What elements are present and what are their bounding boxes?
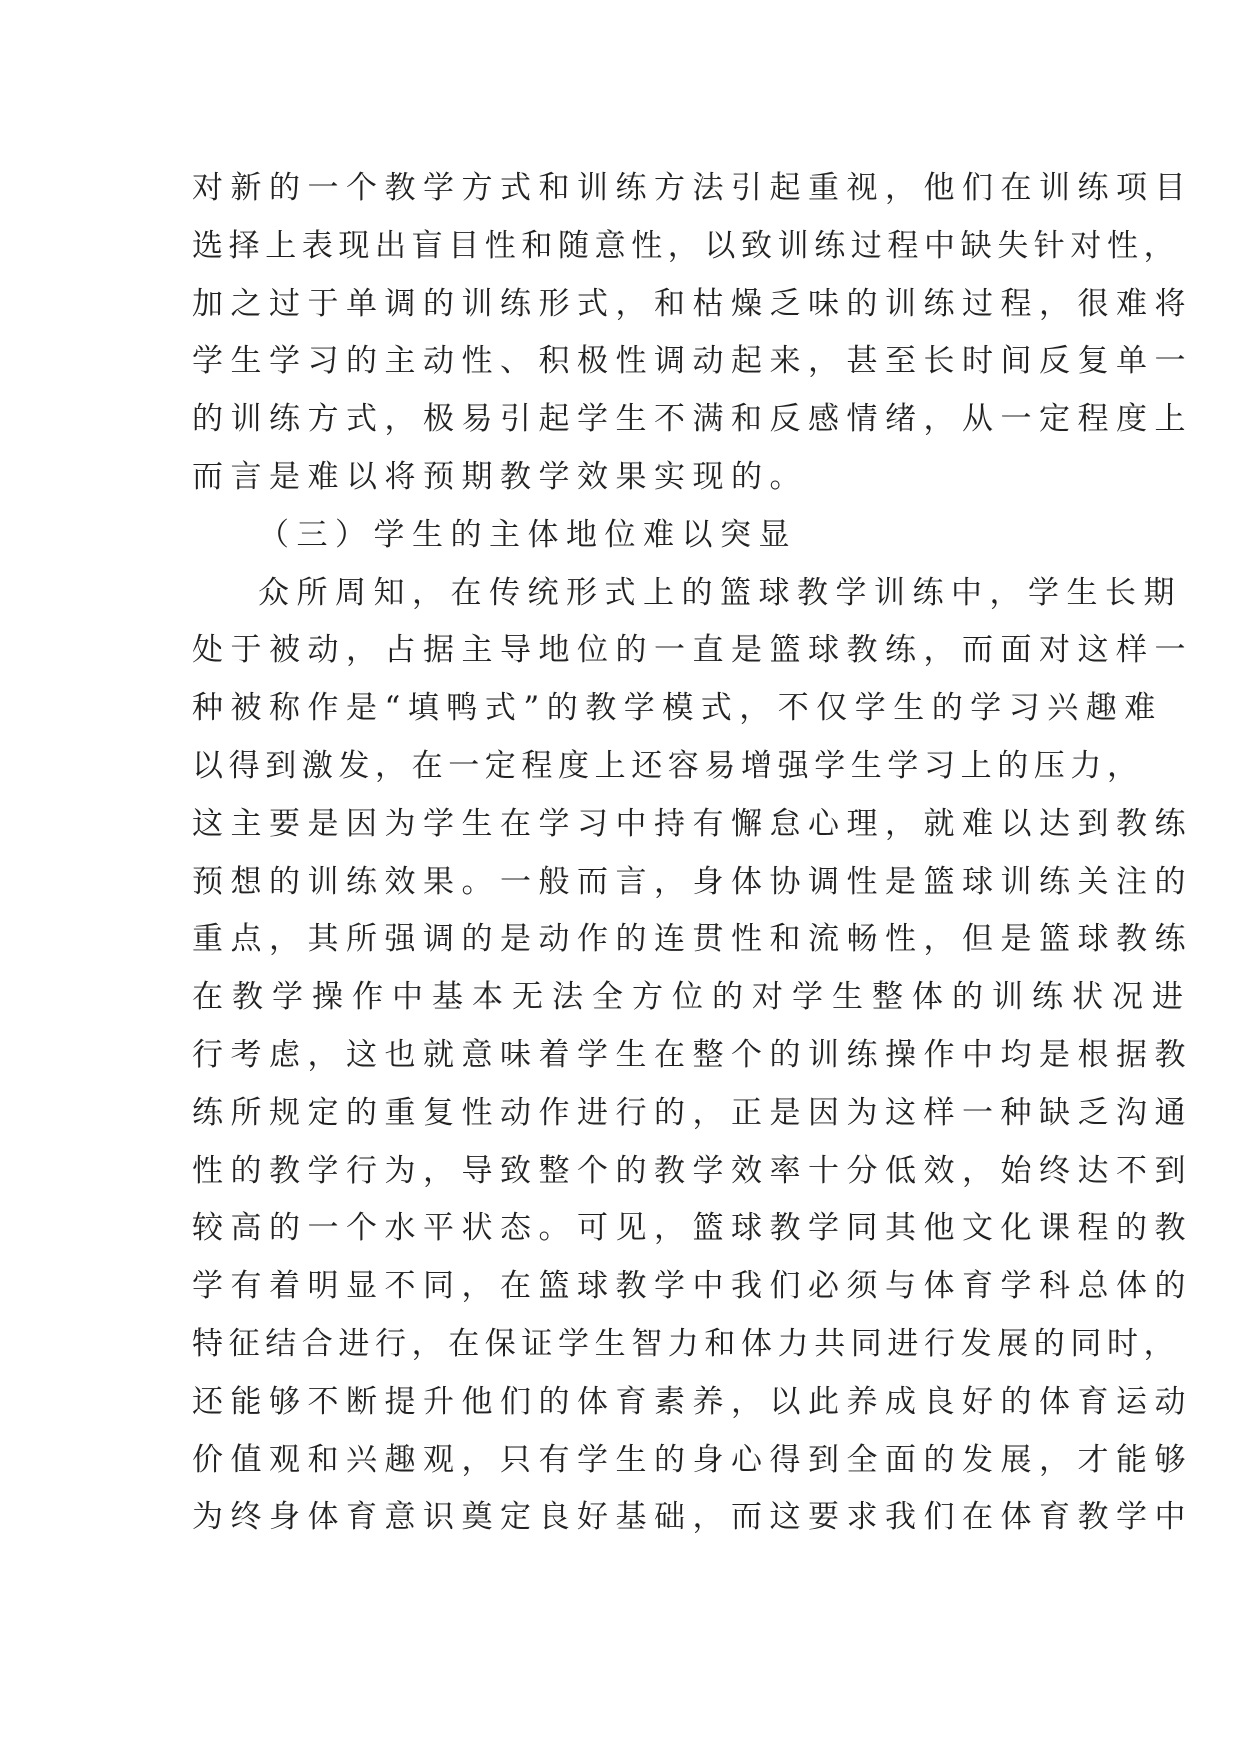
text-line-4: 学生学习的主动性、积极性调动起来，甚至长时间反复单一 — [192, 343, 1193, 380]
text-line-14: 重点，其所强调的是动作的连贯性和流畅性，但是篮球教练 — [192, 921, 1193, 958]
text-line-12: 这主要是因为学生在学习中持有懈怠心理，就难以达到教练 — [192, 805, 1193, 842]
section-heading: （三）学生的主体地位难以突显 — [258, 516, 797, 553]
text-line-15: 在教学操作中基本无法全方位的对学生整体的训练状况进 — [192, 979, 1192, 1016]
text-line-23: 价值观和兴趣观，只有学生的身心得到全面的发展，才能够 — [192, 1441, 1193, 1478]
text-line-2: 选择上表现出盲目性和随意性，以致训练过程中缺失针对性， — [192, 227, 1181, 264]
text-line-20: 学有着明显不同，在篮球教学中我们必须与体育学科总体的 — [192, 1268, 1193, 1305]
text-line-3: 加之过于单调的训练形式，和枯燥乏味的训练过程，很难将 — [192, 285, 1193, 322]
text-line-5: 的训练方式，极易引起学生不满和反感情绪，从一定程度上 — [192, 401, 1193, 438]
body-text — [192, 160, 1193, 1547]
text-line-10: 种被称作是“填鸭式”的教学模式，不仅学生的学习兴趣难 — [192, 690, 1163, 727]
text-line-19: 较高的一个水平状态。可见，篮球教学同其他文化课程的教 — [192, 1210, 1193, 1247]
text-line-1: 对新的一个教学方式和训练方法引起重视，他们在训练项目 — [192, 170, 1193, 206]
text-line-6: 而言是难以将预期教学效果实现的。 — [192, 458, 808, 495]
text-line-18: 性的教学行为，导致整个的教学效率十分低效，始终达不到 — [192, 1152, 1193, 1189]
text-line-24: 为终身体育意识奠定良好基础，而这要求我们在体育教学中 — [192, 1499, 1193, 1536]
text-line-16: 行考虑，这也就意味着学生在整个的训练操作中均是根据教 — [192, 1036, 1193, 1073]
text-line-11: 以得到激发，在一定程度上还容易增强学生学习上的压力， — [192, 747, 1144, 784]
text-line-8: 众所周知，在传统形式上的篮球教学训练中，学生长期 — [258, 574, 1182, 611]
text-line-21: 特征结合进行，在保证学生智力和体力共同进行发展的同时， — [192, 1325, 1181, 1362]
text-line-13: 预想的训练效果。一般而言，身体协调性是篮球训练关注的 — [192, 863, 1193, 900]
text-line-17: 练所规定的重复性动作进行的，正是因为这样一种缺乏沟通 — [192, 1094, 1193, 1131]
text-line-22: 还能够不断提升他们的体育素养，以此养成良好的体育运动 — [192, 1383, 1193, 1420]
text-line-9: 处于被动，占据主导地位的一直是篮球教练，而面对这样一 — [192, 632, 1193, 669]
